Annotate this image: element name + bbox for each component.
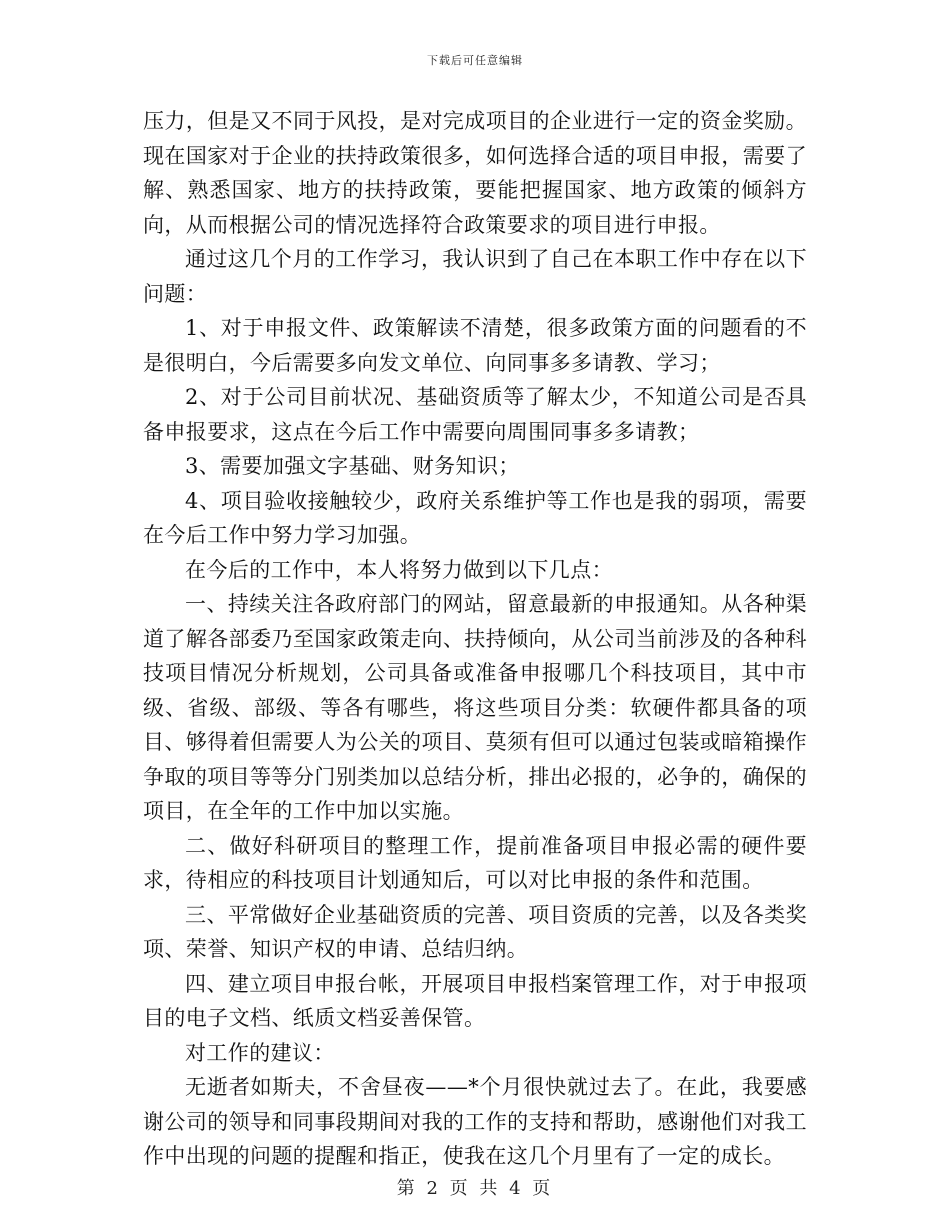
paragraph-problems-intro: 通过这几个月的工作学习，我认识到了自己在本职工作中存在以下问题： [143,247,807,306]
document-body [143,104,807,1174]
paragraph-plans-intro: 在今后的工作中，本人将努力做到以下几点： [185,557,613,582]
list-item-problem-4: 4、项目验收接触较少，政府关系维护等工作也是我的弱项，需要在今后工作中努力学习加强。 [143,488,807,547]
list-item-plan-3: 三、平常做好企业基础资质的完善、项目资质的完善，以及各类奖项、荣誉、知识产权的申请、总结归纳。 [143,902,807,961]
paragraph-closing: 无逝者如斯夫，不舍昼夜——*个月很快就过去了。在此，我要感谢公司的领导和同事段期间对我的工作的支持和帮助，感谢他们对我工作中出现的问题的提醒和指正，使我在这几个月里有了一定的成长。 [143,1075,807,1168]
page-number: 第 2 页 共 4 页 [396,1178,554,1199]
list-item-plan-1: 一、持续关注各政府部门的网站，留意最新的申报通知。从各种渠道了解各部委乃至国家政策走向、扶持倾向，从公司当前涉及的各种科技项目情况分析规划，公司具备或准备申报哪几个科技项目，其中市级、省级、部级、等各有哪些，将这些项目分类：软硬件都具备的项目、够得着但需要人为公关的项目、莫须有但可以通过包装或暗箱操作争取的项目等等分门别类加以总结分析，排出必报的，必争的，确保的项目，在全年的工作中加以实施。 [143,592,807,823]
page-header: 下载后可任意编辑 [427,54,523,67]
list-item-plan-2: 二、做好科研项目的整理工作，提前准备项目申报必需的硬件要求，待相应的科技项目计划通知后，可以对比申报的条件和范围。 [143,833,807,892]
list-item-problem-2: 2、对于公司目前状况、基础资质等了解太少，不知道公司是否具备申报要求，这点在今后工作中需要向周围同事多多请教； [143,385,807,444]
list-item-plan-4: 四、建立项目申报台帐，开展项目申报档案管理工作，对于申报项目的电子文档、纸质文档妥善保管。 [143,971,807,1030]
paragraph-suggestions-heading: 对工作的建议： [185,1040,335,1065]
list-item-problem-1: 1、对于申报文件、政策解读不清楚，很多政策方面的问题看的不是很明白，今后需要多向发文单位、向同事多多请教、学习； [143,316,807,375]
paragraph-continuation: 压力，但是又不同于风投，是对完成项目的企业进行一定的资金奖励。现在国家对于企业的扶持政策很多，如何选择合适的项目申报，需要了解、熟悉国家、地方的扶持政策，要能把握国家、地方政策的倾斜方向，从而根据公司的情况选择符合政策要求的项目进行申报。 [143,109,807,237]
list-item-problem-3: 3、需要加强文字基础、财务知识； [185,454,520,478]
